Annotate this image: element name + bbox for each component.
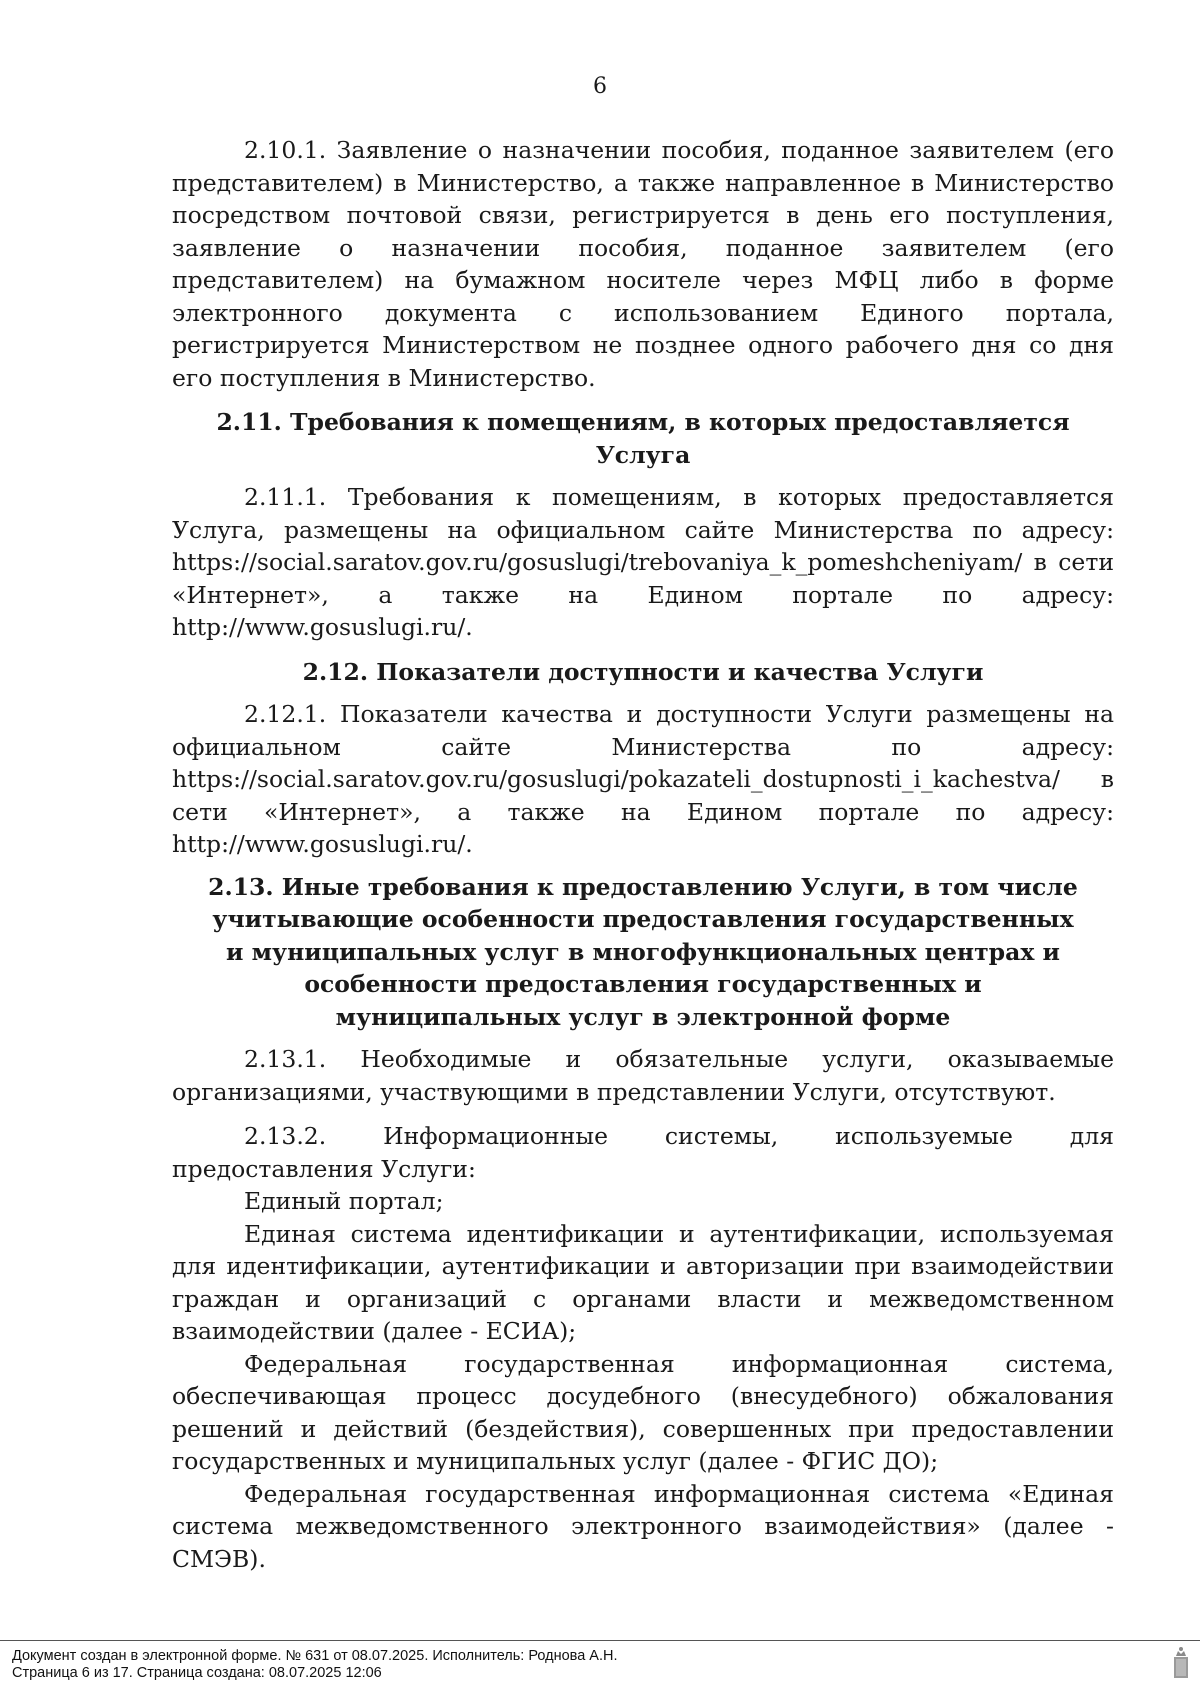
- document-body: [172, 134, 1114, 1575]
- list-item-smev: Федеральная государственная информационная система «Единая система межведомственного электронного взаимодействия» (далее - СМЭВ).: [172, 1479, 1114, 1573]
- coat-of-arms-icon: [1172, 1646, 1190, 1680]
- list-item-esia: Единая система идентификации и аутентификации, используемая для идентификации, аутентификации и авторизации при взаимодействии граждан и организаций с органами власти и межведомственном взаимодействии (далее - ЕСИА);: [172, 1219, 1114, 1345]
- list-item-fgis: Федеральная государственная информационная система, обеспечивающая процесс досудебного (внесудебного) обжалования решений и действий (бездействия), совершенных при предоставлении государственных и муниципальных услуг (далее - ФГИС ДО);: [172, 1349, 1114, 1475]
- page-number: 6: [593, 74, 607, 99]
- paragraph-2-11-1: 2.11.1. Требования к помещениям, в которых предоставляется Услуга, размещены на официальном сайте Министерства по адресу: https://social.saratov.gov.ru/gosuslugi/trebovaniya_k_pomeshcheniyam/ в сети «Интернет», а также на Едином портале по адресу: http://www.gosuslugi.ru/.: [172, 483, 1114, 641]
- footer-line-1: Документ создан в электронной форме. № 631 от 08.07.2025. Исполнитель: Роднова А.Н.: [12, 1648, 618, 1664]
- footer: [12, 1648, 618, 1682]
- footer-line-2: Страница 6 из 17. Страница создана: 08.07.2025 12:06: [12, 1665, 382, 1681]
- paragraph-2-13-2: 2.13.2. Информационные системы, используемые для предоставления Услуги:: [172, 1122, 1114, 1183]
- footer-divider: [0, 1640, 1200, 1641]
- paragraph-2-13-1: 2.13.1. Необходимые и обязательные услуги, оказываемые организациями, участвующими в представлении Услуги, отсутствуют.: [172, 1045, 1114, 1106]
- heading-2-11: 2.11. Требования к помещениям, в которых предоставляется Услуга: [216, 408, 1070, 469]
- paragraph-2-12-1: 2.12.1. Показатели качества и доступности Услуги размещены на официальном сайте Министерства по адресу: https://social.saratov.gov.ru/gosuslugi/pokazateli_dostupnosti_i_kachestva/ в сети «Интернет», а также на Едином портале по адресу: http://www.gosuslugi.ru/.: [172, 700, 1114, 858]
- heading-2-12: 2.12. Показатели доступности и качества Услуги: [302, 657, 984, 686]
- heading-2-13: 2.13. Иные требования к предоставлению Услуги, в том числе учитывающие особенности предоставления государственных и муниципальных услуг в многофункциональных центрах и особенности предоставления государственных и муниципальных услуг в электронной форме: [208, 872, 1078, 1031]
- paragraph-gap: [172, 1108, 1114, 1120]
- paragraph-2-10-1: 2.10.1. Заявление о назначении пособия, поданное заявителем (его представителем) в Министерство, а также направленное в Министерство посредством почтовой связи, регистрируется в день его поступления, заявление о назначении пособия, поданное заявителем (его представителем) на бумажном носителе через МФЦ либо в форме электронного документа с использованием Единого портала, регистрируется Министерством не позднее одного рабочего дня со дня его поступления в Министерство.: [172, 136, 1114, 392]
- list-item-portal: Единый портал;: [244, 1187, 444, 1215]
